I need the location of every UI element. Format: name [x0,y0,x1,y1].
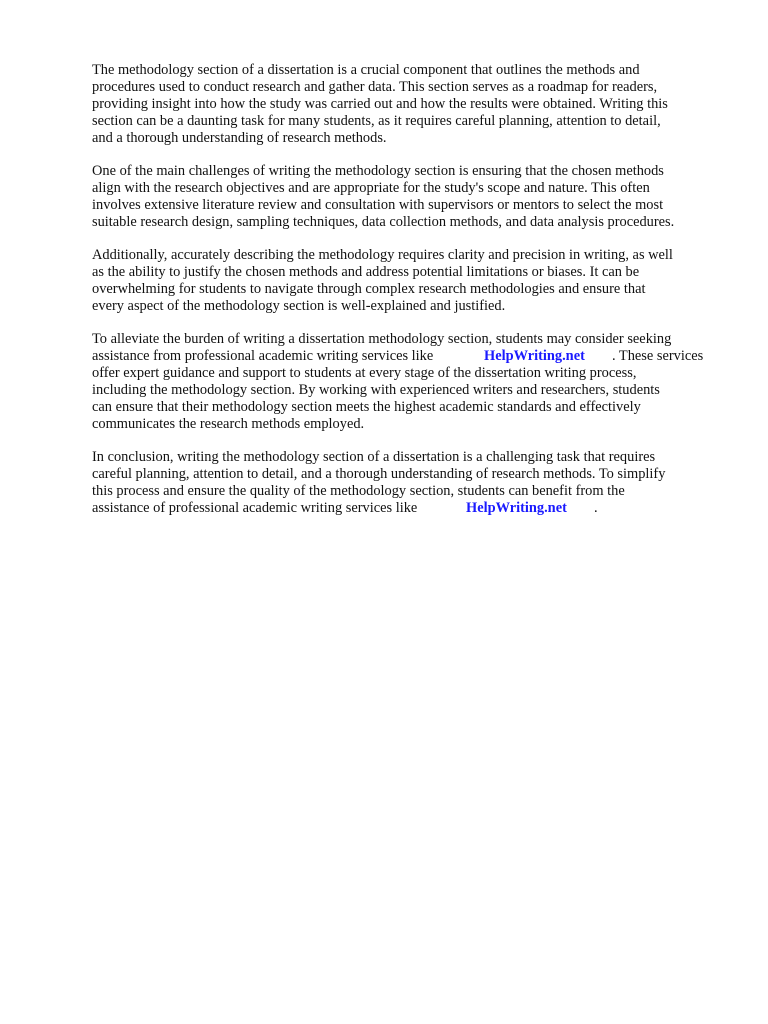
text-line: every aspect of the methodology section is well-explained and justified. [92,298,506,314]
text-line: In conclusion, writing the methodology section of a dissertation is a challenging task that requires [92,449,656,465]
text-line: assistance of professional academic writing services like [92,500,418,516]
text-line: Additionally, accurately describing the methodology requires clarity and precision in writing, as well [92,247,673,263]
text-line: suitable research design, sampling techniques, data collection methods, and data analysis procedures. [92,214,675,230]
text-line: providing insight into how the study was carried out and how the results were obtained. Writing this [92,96,668,112]
text-line: can ensure that their methodology section meets the highest academic standards and effectively [92,399,641,415]
text-line: section can be a daunting task for many students, as it requires careful planning, attention to detail, [92,113,661,129]
text-fragment: . These services [612,348,704,364]
text-line: align with the research objectives and are appropriate for the study's scope and nature. This often [92,180,650,196]
helpwriting-link[interactable]: HelpWriting.net [466,500,567,516]
text-line: offer expert guidance and support to students at every stage of the dissertation writing process, [92,365,637,381]
text-line: One of the main challenges of writing the methodology section is ensuring that the chosen methods [92,163,664,179]
text-fragment: . [594,500,598,516]
text-line: communicates the research methods employed. [92,416,365,432]
text-line: To alleviate the burden of writing a dissertation methodology section, students may consider seeking [92,331,672,347]
text-line: and a thorough understanding of research methods. [92,130,387,146]
text-line: involves extensive literature review and consultation with supervisors or mentors to select the most [92,197,664,213]
text-line: The methodology section of a dissertation is a crucial component that outlines the methods and [92,62,640,78]
text-line: as the ability to justify the chosen methods and address potential limitations or biases. It can be [92,264,640,280]
text-line: careful planning, attention to detail, and a thorough understanding of research methods. To simplify [92,466,666,482]
helpwriting-link[interactable]: HelpWriting.net [484,348,585,364]
text-line: procedures used to conduct research and gather data. This section serves as a roadmap for readers, [92,79,658,95]
text-line: assistance from professional academic writing services like [92,348,434,364]
text-line: overwhelming for students to navigate through complex research methodologies and ensure that [92,281,646,297]
text-line: including the methodology section. By working with experienced writers and researchers, students [92,382,660,398]
text-line: this process and ensure the quality of the methodology section, students can benefit from the [92,483,625,499]
